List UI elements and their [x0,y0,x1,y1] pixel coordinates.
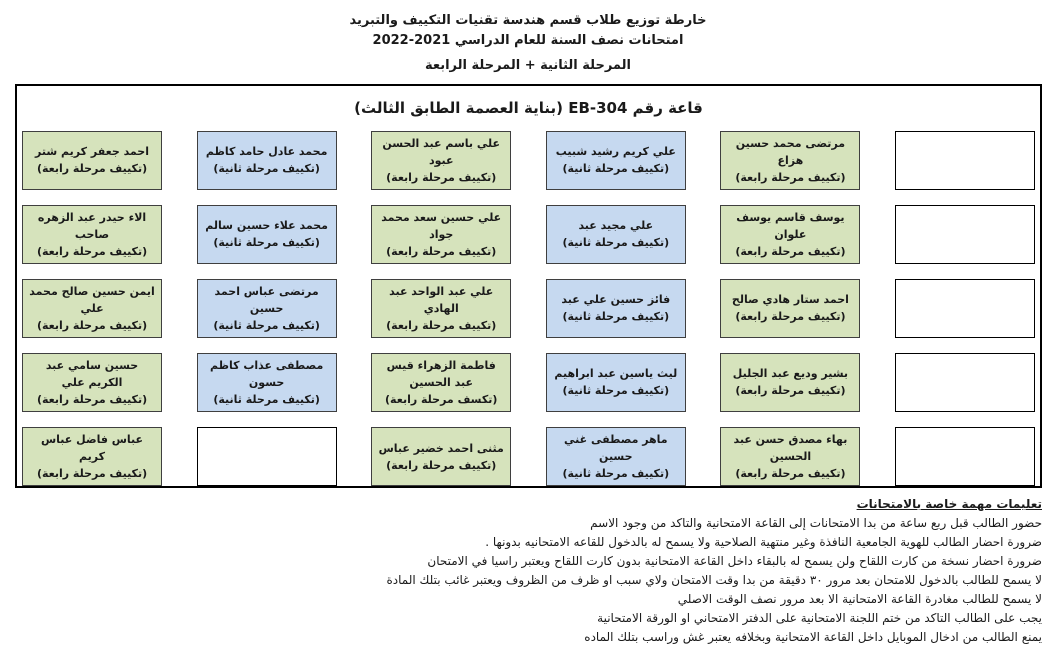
seat-stage: (تكييف مرحلة ثانية) [213,393,320,407]
instructions-heading: تعليمات مهمة خاصة بالامتحانات [856,497,1042,512]
seat-name: يوسف قاسم يوسف علوان [736,210,845,241]
empty-seat [895,279,1035,338]
seat-stage: (تكييف مرحلة رابعة) [735,384,846,398]
instruction-item: ضرورة احضار الطالب للهوية الجامعية النافذة وغير منتهية الصلاحية ولا يسمح له بالدخول للقاعه الامتحانيه بدونها . [485,535,1042,550]
seat-name: محمد علاء حسين سالم [205,219,328,233]
document-title-block [0,0,1056,76]
seat-name: الاء حيدر عبد الزهره صاحب [37,210,147,241]
seat-card [22,427,162,486]
instruction-item: يجب على الطالب التاكد من ختم اللجنة الامتحانية على الدفتر الامتحاني او الورقة الامتحانية [597,610,1042,625]
seat-stage: (تكييف مرحلة رابعة) [36,467,148,481]
seat-card [22,353,162,412]
seat-stage: (تكييف مرحلة رابعة) [36,244,148,258]
seat-name: ايمن حسين صالح محمد علي [29,284,155,315]
seat-name: مثنى احمد خضير عباس [378,441,504,455]
seat-card [720,279,860,338]
seat-stage: (تكييف مرحلة ثانية) [562,467,670,481]
seat-stage: (تكييف مرحلة ثانية) [562,384,670,398]
seat-card [720,205,860,264]
seat-stage: (تكييف مرحلة ثانية) [562,162,670,176]
seat-stage: (تكييف مرحلة رابعة) [735,467,846,481]
seat-stage: (تكييف مرحلة ثانية) [562,310,670,324]
seat-name: ليث ياسين عبد ابراهيم [554,367,678,381]
seat-card [371,131,511,190]
hall-title: قاعة رقم EB-304 (بناية العصمة الطابق الثالث) [354,98,703,117]
instruction-item: لا يسمح للطالب مغادرة القاعة الامتحانية الا بعد مرور نصف الوقت الاصلي [677,591,1042,606]
seat-stage: (تكييف مرحلة ثانية) [213,318,320,332]
seat-stage: (تكييف مرحلة رابعة) [386,170,497,184]
seat-card [546,427,686,486]
seating-grid [17,125,1040,487]
seat-card [22,205,162,264]
seat-name: محمد عادل حامد كاظم [205,145,328,159]
seat-name: بهاء مصدق حسن عبد الحسين [733,433,848,464]
seat-stage: (تكييف مرحلة ثانية) [213,236,320,250]
seat-stage: (تكييف مرحلة رابعة) [36,318,148,332]
seat-card [546,353,686,412]
seat-name: علي حسين سعد محمد جواد [381,210,502,241]
seating-table [15,84,1042,489]
seating-row [22,131,1035,190]
seating-row [22,205,1035,264]
seat-card [197,131,337,190]
seat-stage: (تكييف مرحلة رابعة) [386,244,497,258]
seat-card [197,205,337,264]
seat-card [720,353,860,412]
seat-name: بشير وديع عبد الجليل [732,367,849,381]
seat-stage: (تكسف مرحلة رابعة) [385,393,498,407]
seat-card [22,131,162,190]
seat-name: مصطفى عذاب كاظم حسون [209,358,324,389]
seat-name: علي كريم رشيد شبيب [555,145,676,159]
seat-card [720,131,860,190]
title-line-1: خارطة توزيع طلاب قسم هندسة تقنيات التكييف والتبريد [349,13,707,28]
instruction-item: حضور الطالب قبل ربع ساعة من بدا الامتحانات إلى القاعة الامتحانية والتاكد من وجود الاسم [590,516,1042,531]
seat-stage: (تكييف مرحلة رابعة) [386,458,497,472]
title-line-3: المرحلة الثانية + المرحلة الرابعة [425,58,631,73]
seat-name: مرتضى محمد حسين هزاع [735,136,846,167]
seat-name: علي باسم عبد الحسن عبود [382,136,501,167]
seat-stage: (تكييف مرحلة ثانية) [213,162,320,176]
seat-card [546,131,686,190]
seat-name: علي عبد الواحد عبد الهادي [389,284,494,315]
seat-card [546,279,686,338]
instruction-item: لا يسمح للطالب بالدخول للامتحان بعد مرور ٣٠ دقيقة من بدا وقت الامتحان ولاي سبب او ظرف من الظروف ويعتبر غائب بتلك المادة [386,573,1042,588]
seat-name: علي مجيد عبد [578,219,654,233]
title-line-2: امتحانات نصف السنة للعام الدراسي 2021-2022 [372,32,684,48]
seat-stage: (تكييف مرحلة رابعة) [36,393,148,407]
seat-name: ماهر مصطفى غني حسين [564,433,668,464]
seat-name: حسين سامي عبد الكريم علي [45,358,139,389]
seat-stage: (تكييف مرحلة رابعة) [735,244,846,258]
seat-name: احمد ستار هادي صالح [731,293,849,307]
empty-seat [197,427,337,486]
seat-stage: (تكييف مرحلة رابعة) [386,318,497,332]
seat-card [371,427,511,486]
seat-card [371,279,511,338]
seat-card [197,353,337,412]
seat-card [371,353,511,412]
instruction-item: ضرورة احضار نسخة من كارت اللقاح ولن يسمح له بالبقاء داخل القاعة الامتحانية بدون كارت اللقاح ويعتبر راسيا في الامتحان [427,554,1042,569]
instruction-item: يمنع الطالب من ادخال الموبايل داخل القاعة الامتحانية وبخلافه يعتبر غش وراسب بتلك الماده [584,629,1042,644]
seating-row [22,279,1035,338]
seat-stage: (تكييف مرحلة رابعة) [735,310,846,324]
seat-card [22,279,162,338]
seat-card [371,205,511,264]
seat-card [546,205,686,264]
seat-name: مرتضى عباس احمد حسين [214,284,319,315]
seat-stage: (تكييف مرحلة ثانية) [562,236,670,250]
seat-name: عباس فاضل عباس كريم [40,433,144,464]
seat-card [197,279,337,338]
seat-name: احمد جعفر كريم شتر [35,145,150,159]
seating-row [22,427,1035,486]
seat-card [720,427,860,486]
seating-row [22,353,1035,412]
empty-seat [895,427,1035,486]
seat-stage: (تكييف مرحلة رابعة) [36,162,148,176]
exam-instructions [14,495,1042,647]
seat-name: فائز حسين علي عبد [561,293,671,307]
empty-seat [895,131,1035,190]
empty-seat [895,353,1035,412]
seat-name: فاطمة الزهراء قيس عبد الحسين [386,358,496,389]
seat-stage: (تكييف مرحلة رابعة) [735,170,846,184]
empty-seat [895,205,1035,264]
